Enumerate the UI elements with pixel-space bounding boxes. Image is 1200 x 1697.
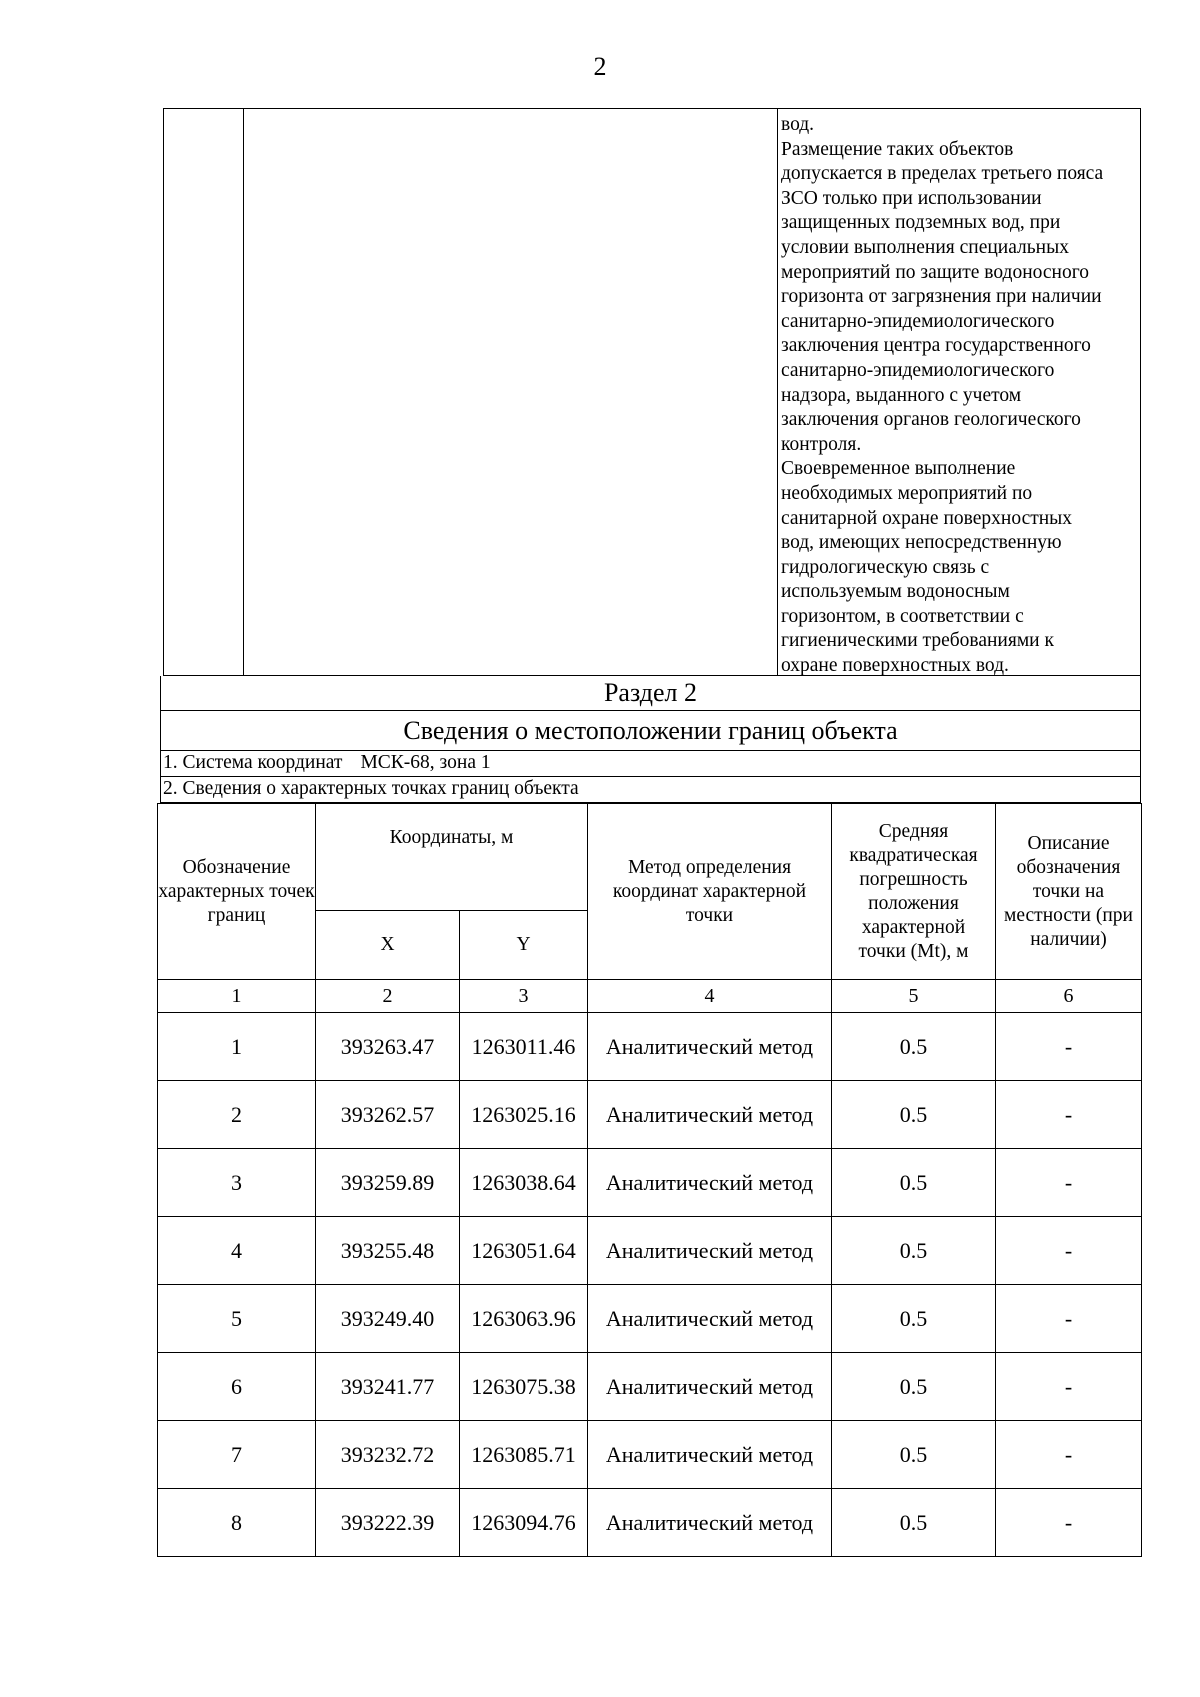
cell-y: 1263025.16 bbox=[460, 1081, 588, 1149]
text-line: горизонтом, в соответствии с bbox=[781, 605, 1024, 627]
cell-point: 2 bbox=[158, 1081, 316, 1149]
column-divider bbox=[243, 109, 244, 675]
cell-x: 393255.48 bbox=[316, 1217, 460, 1285]
cell-point: 3 bbox=[158, 1149, 316, 1217]
cell-y: 1263011.46 bbox=[460, 1013, 588, 1081]
cell-x: 393241.77 bbox=[316, 1353, 460, 1421]
text-line: мероприятий по защите водоносного bbox=[781, 261, 1089, 283]
cell-description: - bbox=[996, 1353, 1142, 1421]
table-row bbox=[158, 1421, 1142, 1489]
cell-description: - bbox=[996, 1421, 1142, 1489]
cell-method: Аналитический метод bbox=[588, 1081, 832, 1149]
table-row bbox=[158, 1489, 1142, 1557]
continuation-text bbox=[781, 113, 1141, 679]
header-method: Метод определения координат характерной точки bbox=[588, 804, 832, 980]
cell-description: - bbox=[996, 1013, 1142, 1081]
section-subtitle: Сведения о местоположении границ объекта bbox=[160, 711, 1141, 751]
cell-point: 7 bbox=[158, 1421, 316, 1489]
cell-y: 1263063.96 bbox=[460, 1285, 588, 1353]
cell-error: 0.5 bbox=[832, 1081, 996, 1149]
header-y: Y bbox=[460, 911, 588, 980]
cell-method: Аналитический метод bbox=[588, 1489, 832, 1557]
coordinate-system-line bbox=[160, 751, 1141, 777]
text-line: необходимых мероприятий по bbox=[781, 482, 1033, 504]
column-number: 1 bbox=[158, 980, 316, 1013]
cell-error: 0.5 bbox=[832, 1489, 996, 1557]
text-line: вод, имеющих непосредственную bbox=[781, 532, 1062, 554]
header-coordinates: Координаты, м bbox=[316, 804, 588, 911]
cell-description: - bbox=[996, 1489, 1142, 1557]
table-row bbox=[158, 1353, 1142, 1421]
cell-point: 5 bbox=[158, 1285, 316, 1353]
text-line: надзора, выданного с учетом bbox=[781, 384, 1022, 406]
header-error: Средняя квадратическая погрешность положения характерной точки (Mt), м bbox=[832, 804, 996, 980]
cell-y: 1263051.64 bbox=[460, 1217, 588, 1285]
cell-y: 1263085.71 bbox=[460, 1421, 588, 1489]
cell-y: 1263038.64 bbox=[460, 1149, 588, 1217]
coordinate-system-label: 1. Система координат bbox=[163, 752, 343, 773]
cell-description: - bbox=[996, 1217, 1142, 1285]
continuation-table bbox=[163, 108, 1141, 676]
text-line: санитарно-эпидемиологического bbox=[781, 310, 1055, 332]
text-line: гигиеническими требованиями к bbox=[781, 630, 1054, 652]
cell-error: 0.5 bbox=[832, 1285, 996, 1353]
text-line: заключения органов геологического bbox=[781, 409, 1081, 431]
cell-method: Аналитический метод bbox=[588, 1217, 832, 1285]
coordinate-system-value: МСК-68, зона 1 bbox=[360, 752, 491, 773]
text-line: охране поверхностных вод. bbox=[781, 655, 1009, 677]
text-line: заключения центра государственного bbox=[781, 335, 1091, 357]
table-row bbox=[158, 1217, 1142, 1285]
column-number: 4 bbox=[588, 980, 832, 1013]
column-divider bbox=[777, 109, 778, 675]
table-row bbox=[158, 1149, 1142, 1217]
header-x: X bbox=[316, 911, 460, 980]
cell-x: 393262.57 bbox=[316, 1081, 460, 1149]
text-line: санитарно-эпидемиологического bbox=[781, 359, 1055, 381]
cell-x: 393249.40 bbox=[316, 1285, 460, 1353]
coordinates-table bbox=[157, 803, 1142, 1557]
section-title: Раздел 2 bbox=[160, 676, 1141, 711]
cell-error: 0.5 bbox=[832, 1353, 996, 1421]
cell-description: - bbox=[996, 1081, 1142, 1149]
cell-point: 4 bbox=[158, 1217, 316, 1285]
cell-point: 1 bbox=[158, 1013, 316, 1081]
column-number: 6 bbox=[996, 980, 1142, 1013]
cell-x: 393259.89 bbox=[316, 1149, 460, 1217]
cell-error: 0.5 bbox=[832, 1149, 996, 1217]
cell-x: 393232.72 bbox=[316, 1421, 460, 1489]
cell-error: 0.5 bbox=[832, 1013, 996, 1081]
cell-method: Аналитический метод bbox=[588, 1421, 832, 1489]
text-line: защищенных подземных вод, при bbox=[781, 212, 1061, 234]
cell-method: Аналитический метод bbox=[588, 1013, 832, 1081]
column-number: 2 bbox=[316, 980, 460, 1013]
table-row bbox=[158, 1285, 1142, 1353]
text-line: ЗСО только при использовании bbox=[781, 187, 1042, 209]
cell-y: 1263075.38 bbox=[460, 1353, 588, 1421]
cell-method: Аналитический метод bbox=[588, 1285, 832, 1353]
table-row bbox=[158, 1081, 1142, 1149]
text-line: контроля. bbox=[781, 433, 862, 455]
cell-error: 0.5 bbox=[832, 1421, 996, 1489]
page-number: 2 bbox=[593, 52, 607, 81]
cell-error: 0.5 bbox=[832, 1217, 996, 1285]
text-line: Своевременное выполнение bbox=[781, 458, 1016, 480]
cell-method: Аналитический метод bbox=[588, 1149, 832, 1217]
cell-y: 1263094.76 bbox=[460, 1489, 588, 1557]
column-number: 5 bbox=[832, 980, 996, 1013]
header-description: Описание обозначения точки на местности (при наличии) bbox=[996, 804, 1142, 980]
cell-description: - bbox=[996, 1285, 1142, 1353]
text-line: гидрологическую связь с bbox=[781, 556, 990, 578]
cell-x: 393263.47 bbox=[316, 1013, 460, 1081]
cell-point: 8 bbox=[158, 1489, 316, 1557]
text-line: Размещение таких объектов bbox=[781, 138, 1014, 160]
points-caption: 2. Сведения о характерных точках границ объекта bbox=[160, 777, 1141, 803]
cell-point: 6 bbox=[158, 1353, 316, 1421]
cell-description: - bbox=[996, 1149, 1142, 1217]
column-number: 3 bbox=[460, 980, 588, 1013]
cell-method: Аналитический метод bbox=[588, 1353, 832, 1421]
text-line: используемым водоносным bbox=[781, 581, 1010, 603]
text-line: вод. bbox=[781, 114, 815, 135]
table-row bbox=[158, 1013, 1142, 1081]
text-line: условии выполнения специальных bbox=[781, 236, 1069, 258]
header-point: Обозначение характерных точек границ bbox=[158, 804, 316, 980]
text-line: допускается в пределах третьего пояса bbox=[781, 163, 1104, 185]
text-line: санитарной охране поверхностных bbox=[781, 507, 1073, 529]
cell-x: 393222.39 bbox=[316, 1489, 460, 1557]
text-line: горизонта от загрязнения при наличии bbox=[781, 286, 1102, 308]
